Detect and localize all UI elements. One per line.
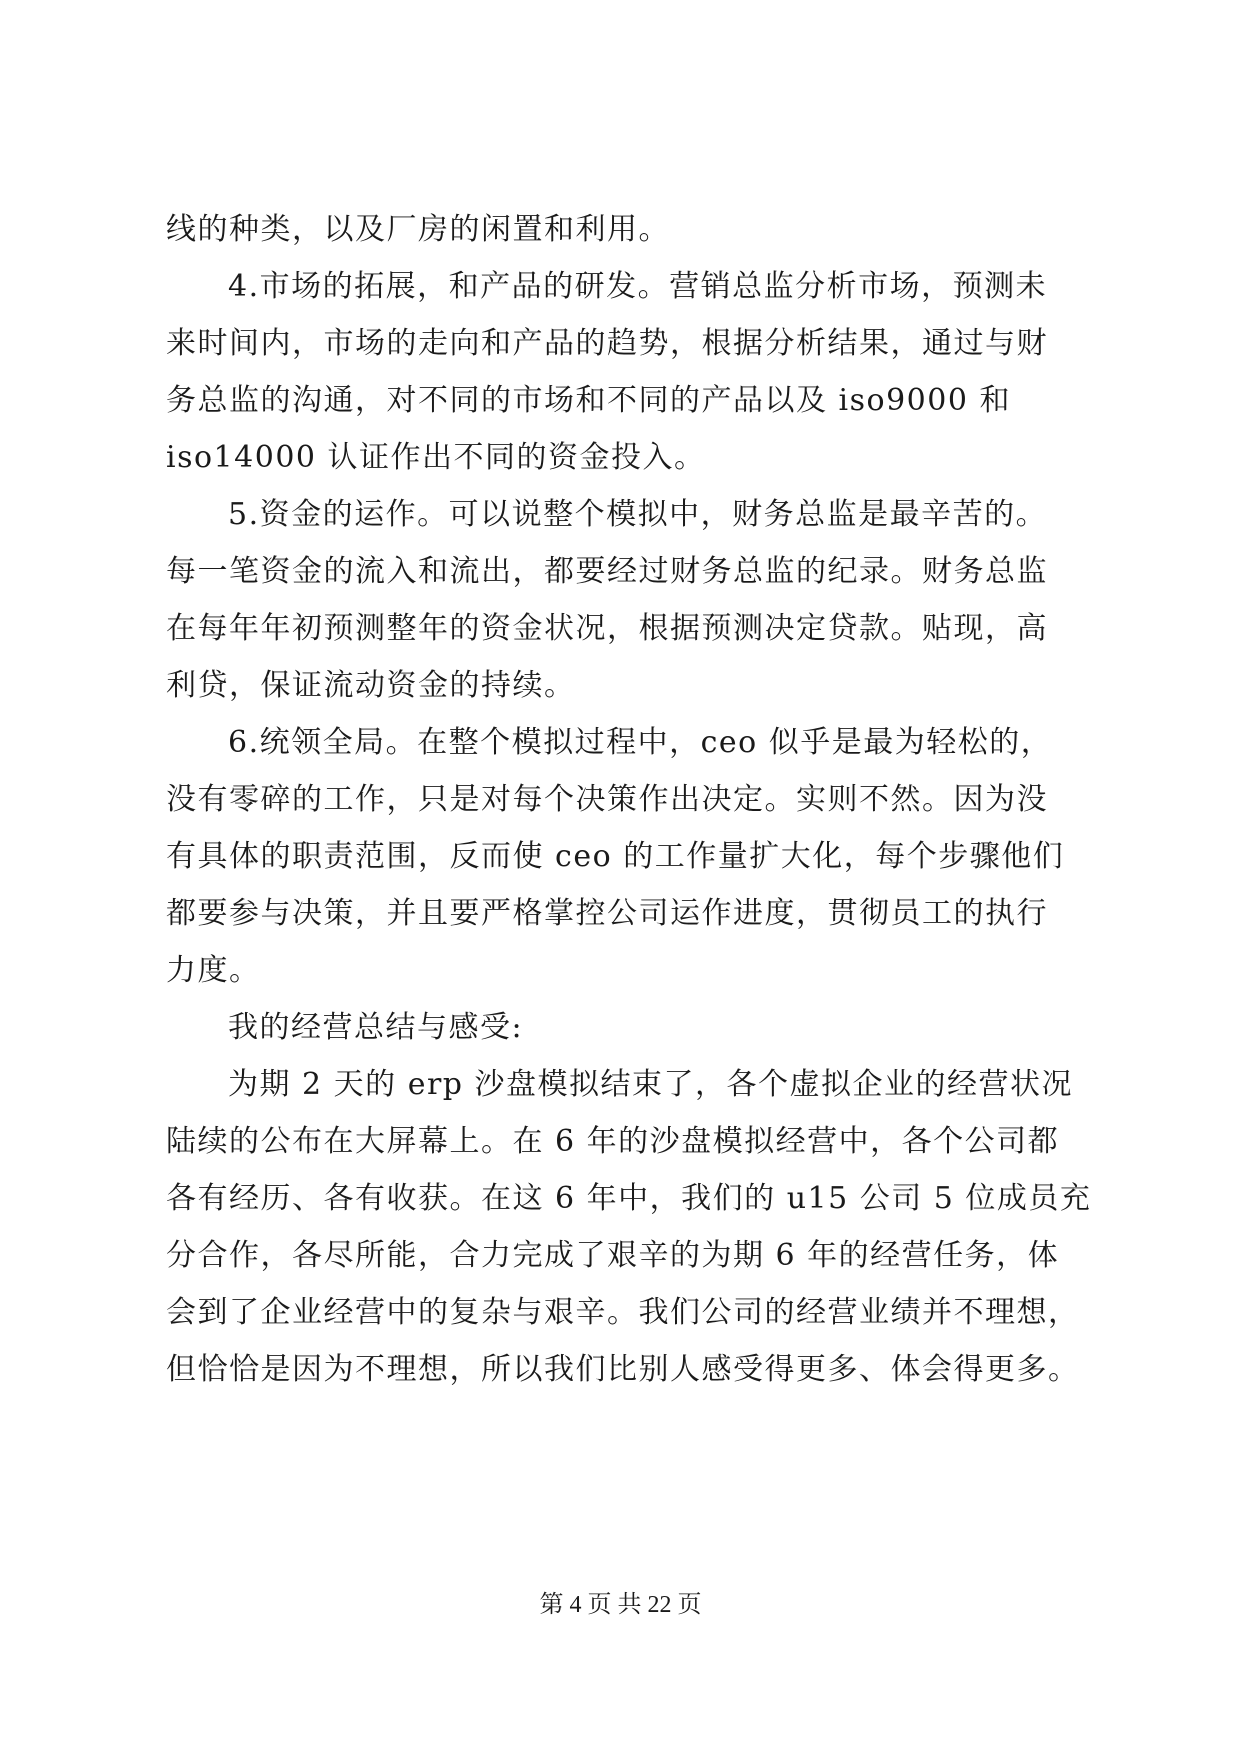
- page-footer: 第 4 页 共 22 页: [539, 1592, 702, 1618]
- text-line: 陆续的公布在大屏幕上。在 6 年的沙盘模拟经营中，各个公司都: [166, 1124, 1060, 1159]
- text-line: 每一笔资金的流入和流出，都要经过财务总监的纪录。财务总监: [166, 554, 1048, 589]
- text-line: 有具体的职责范围，反而使 ceo 的工作量扩大化，每个步骤他们: [166, 839, 1065, 874]
- text-line: 但恰恰是因为不理想，所以我们比别人感受得更多、体会得更多。: [166, 1352, 1080, 1387]
- text-line: 4.市场的拓展，和产品的研发。营销总监分析市场，预测未: [228, 269, 1048, 304]
- text-line: iso14000 认证作出不同的资金投入。: [166, 440, 706, 475]
- section-heading: 我的经营总结与感受:: [228, 1010, 524, 1045]
- text-line: 5.资金的运作。可以说整个模拟中，财务总监是最辛苦的。: [228, 497, 1048, 532]
- text-line: 务总监的沟通，对不同的市场和不同的产品以及 iso9000 和: [166, 383, 1011, 418]
- text-line: 线的种类，以及厂房的闲置和利用。: [166, 212, 670, 247]
- text-line: 分合作，各尽所能，合力完成了艰辛的为期 6 年的经营任务，体: [166, 1238, 1060, 1273]
- text-line: 会到了企业经营中的复杂与艰辛。我们公司的经营业绩并不理想，: [166, 1295, 1080, 1330]
- text-line: 为期 2 天的 erp 沙盘模拟结束了，各个虚拟企业的经营状况: [228, 1067, 1074, 1102]
- text-line: 都要参与决策，并且要严格掌控公司运作进度，贯彻员工的执行: [166, 896, 1048, 931]
- text-line: 来时间内，市场的走向和产品的趋势，根据分析结果，通过与财: [166, 326, 1048, 361]
- text-line: 力度。: [166, 953, 261, 988]
- text-line: 没有零碎的工作，只是对每个决策作出决定。实则不然。因为没: [166, 782, 1048, 817]
- text-line: 利贷，保证流动资金的持续。: [166, 668, 576, 703]
- text-line: 6.统领全局。在整个模拟过程中，ceo 似乎是最为轻松的，: [228, 725, 1053, 760]
- text-line: 各有经历、各有收获。在这 6 年中，我们的 u15 公司 5 位成员充: [166, 1181, 1092, 1216]
- text-line: 在每年年初预测整年的资金状况，根据预测决定贷款。贴现，高: [166, 611, 1048, 646]
